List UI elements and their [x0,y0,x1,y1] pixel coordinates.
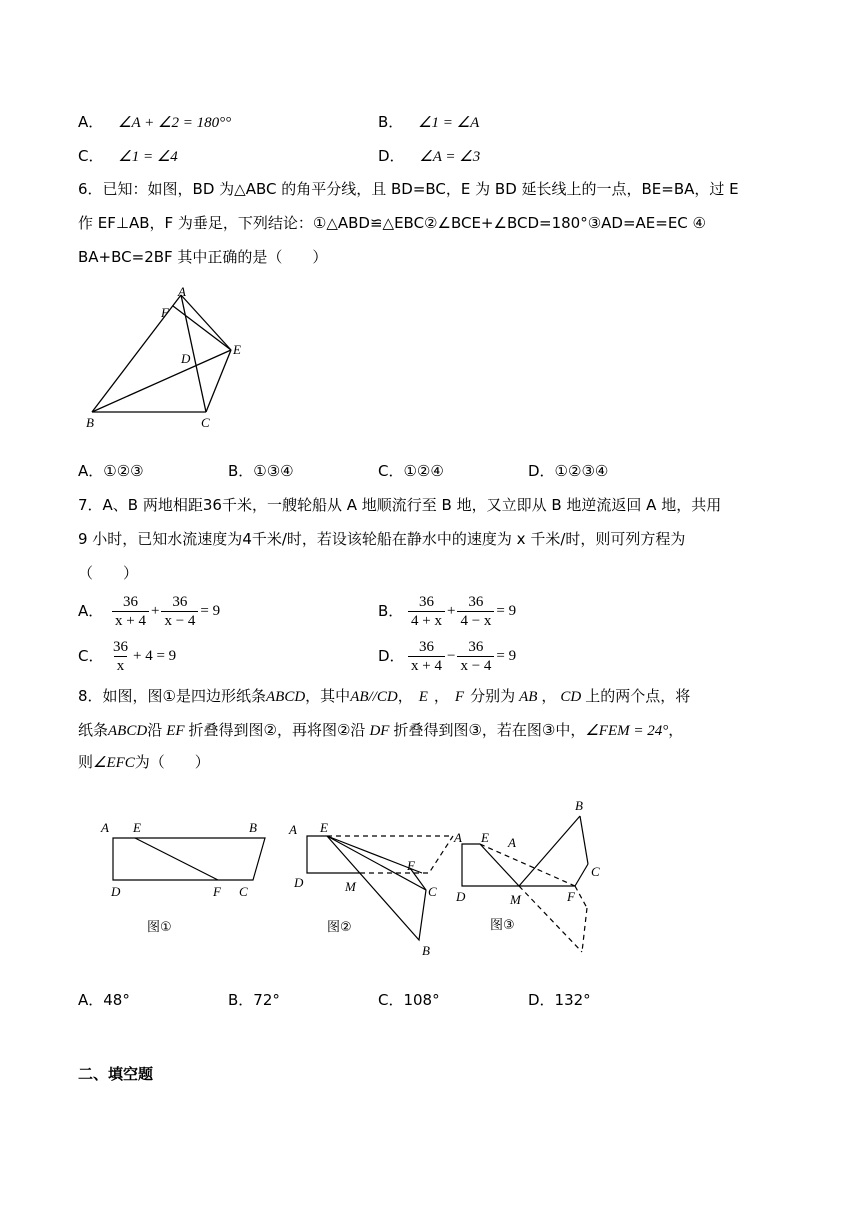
q7-option-c [78,636,176,676]
q8-fig2-label-c: C [428,884,437,899]
q5-option-b [378,112,479,133]
q8-fig1-lines [113,838,265,880]
q8-line-3 [78,752,210,773]
q7-a-fraction-1 [112,593,149,630]
q7-b-equals: = 9 [496,602,517,619]
q7-d-f2-num: 36 [468,638,484,655]
q8-l1-g: ， [433,687,449,705]
q8-l1-a: 8．如图，图①是四边形纸条 [78,687,266,705]
q7-d-fraction-1 [408,638,445,675]
q6-label-a: A [178,284,186,299]
q5-option-c-label: C． [78,147,104,165]
q8-line-2 [78,720,683,741]
q6-label-e: E [233,342,241,357]
q5-option-c [78,146,178,167]
q8-l2-h: ∠FEM = 24° [585,723,669,739]
q8-fig2-dashed [327,836,453,873]
q8-fig3-caption: 图③ [490,918,515,933]
q6-line-1: 6．已知：如图，BD 为△ABC 的角平分线，且 BD=BC，E 为 BD 延长线上的一点，BE=BA，过 E [78,180,739,198]
q8-fig1-caption: 图① [147,920,172,935]
q6-label-b: B [86,415,94,430]
q8-fig3-solid [462,816,588,886]
q8-fig2-label-m: M [345,879,356,894]
q8-fig3-label-b: B [575,798,583,813]
q8-fig2-label-d: D [294,875,304,890]
q8-l2-b: ABCD [108,723,148,739]
q6-option-d: D．①②③④ [528,462,609,480]
q7-line-2: 9 小时，已知水流速度为4千米/时，若设该轮船在静水中的速度为 x 千米/时，则可列方程为 [78,530,686,548]
q7-b-f1-den: 4 + x [408,611,445,630]
q8-fig1-label-a: A [101,820,109,835]
q7-option-a [78,591,220,631]
q7-line-3: （ ） [78,564,139,582]
q7-a-f1-den: x + 4 [112,611,149,630]
q8-fig3-label-f: F [567,889,575,904]
q8-option-c: C．108° [378,991,440,1009]
q7-d-f1-num: 36 [418,638,434,655]
q7-option-d [378,636,516,676]
q8-fig2-caption: 图② [327,920,352,935]
q8-l1-f: E [418,689,428,705]
q5-option-d-text: ∠A = ∠3 [419,149,481,165]
q7-c-tail: + 4 = 9 [133,647,177,664]
q8-l2-e: 折叠得到图②，再将图②沿 [188,721,366,739]
q8-l2-c: 沿 [147,721,163,739]
q7-b-f2-den: 4 − x [457,611,494,630]
q7-c-num: 36 [113,638,128,655]
q7-option-b-label: B． [378,602,404,620]
q8-l1-j: AB [519,689,538,705]
q7-b-f1-num: 36 [418,593,434,610]
q8-fig3-label-m: M [510,892,521,907]
q8-l1-d: AB//CD [350,689,398,705]
q8-figure-2 [287,812,477,962]
q7-option-b [378,591,516,631]
q5-option-d [378,146,480,167]
q8-option-a: A．48° [78,991,130,1009]
q7-d-f1-den: x + 4 [408,656,445,675]
q8-fig2-label-a-folded: A [454,830,462,845]
q7-option-d-label: D． [378,647,405,665]
q8-l1-k: ， [541,687,557,705]
q6-option-a: A．①②③ [78,462,144,480]
q8-l3-b: ∠EFC [93,755,135,771]
q5-option-c-text: ∠1 = ∠4 [118,149,178,165]
q6-line-3: BA+BC=2BF 其中正确的是（ ） [78,248,328,266]
q8-l1-m: 上的两个点，将 [585,687,691,705]
q8-l1-e: ， [397,687,413,705]
q7-d-fraction-2 [457,638,494,675]
q7-b-fraction-1 [408,593,445,630]
q8-fig3-label-a: A [508,835,516,850]
section-heading-fill-in: 二、填空题 [78,1065,154,1083]
q8-l1-b: ABCD [266,689,306,705]
q8-l1-h: F [454,689,465,705]
q7-d-minus: − [446,647,456,664]
q7-d-equals: = 9 [496,647,517,664]
q5-option-a [78,112,231,133]
q7-b-plus: + [446,602,456,619]
q6-label-c: C [201,415,210,430]
q8-fig2-label-a: A [289,822,297,837]
q6-option-c: C．①②④ [378,462,444,480]
q7-a-f2-num: 36 [172,593,188,610]
q7-option-c-label: C． [78,647,104,665]
q8-figure-3 [452,796,622,956]
q8-fig1-label-e: E [133,820,141,835]
q6-line-2: 作 EF⊥AB，F 为垂足，下列结论：①△ABD≌△EBC②∠BCE+∠BCD=180°③AD=AE=EC ④ [78,214,706,232]
q8-l1-c: ，其中 [305,687,351,705]
q8-fig3-label-d: D [456,889,466,904]
q6-label-f: F [161,305,169,320]
q8-line-1 [78,686,690,707]
q5-option-a-text: ∠A + ∠2 = 180°° [118,115,232,131]
q5-option-a-label: A． [78,113,104,131]
q8-option-b: B．72° [228,991,280,1009]
q6-triangle-figure [78,282,258,432]
q7-b-f2-num: 36 [468,593,484,610]
q8-fig2-label-e: E [320,820,328,835]
q7-d-f2-den: x − 4 [457,656,494,675]
q8-l2-g: 折叠得到图③，若在图③中， [393,721,586,739]
q8-l2-f: DF [369,723,390,739]
q6-option-b: B．①③④ [228,462,294,480]
q7-a-equals: = 9 [200,602,221,619]
q5-option-d-label: D． [378,147,405,165]
q7-a-plus: + [150,602,160,619]
q8-fig3-label-c: C [591,864,600,879]
q8-fig1-label-d: D [111,884,121,899]
q8-l3-c: 为（ ） [134,753,210,771]
q5-option-b-text: ∠1 = ∠A [418,115,480,131]
q8-l2-i: ， [668,721,684,739]
q8-l2-a: 纸条 [78,721,109,739]
q7-c-fraction [110,638,131,675]
q7-b-fraction-2 [457,593,494,630]
q8-l1-i: 分别为 [470,687,516,705]
q7-line-1: 7．A、B 两地相距36千米，一艘轮船从 A 地顺流行至 B 地，又立即从 B 地逆流返回 A 地，共用 [78,496,722,514]
q8-fig1-label-f: F [213,884,221,899]
q7-option-a-label: A． [78,602,104,620]
q8-fig1-label-c: C [239,884,248,899]
q7-c-den: x [114,656,128,675]
q8-fig2-label-f: F [407,858,415,873]
q8-fig2-solid [307,836,426,940]
q8-fig3-label-e: E [481,830,489,845]
q8-option-d: D．132° [528,991,591,1009]
q7-a-f1-num: 36 [122,593,138,610]
q8-fig1-label-b: B [249,820,257,835]
q7-a-f2-den: x − 4 [161,611,198,630]
q5-option-b-label: B． [378,113,404,131]
q8-figure-1 [95,812,275,942]
q8-l1-l: CD [560,689,582,705]
q8-fig2-label-b: B [422,943,430,958]
q6-label-d: D [181,351,191,366]
q8-l3-a: 则 [78,753,94,771]
q7-a-fraction-2 [161,593,198,630]
q8-l2-d: EF [166,723,185,739]
